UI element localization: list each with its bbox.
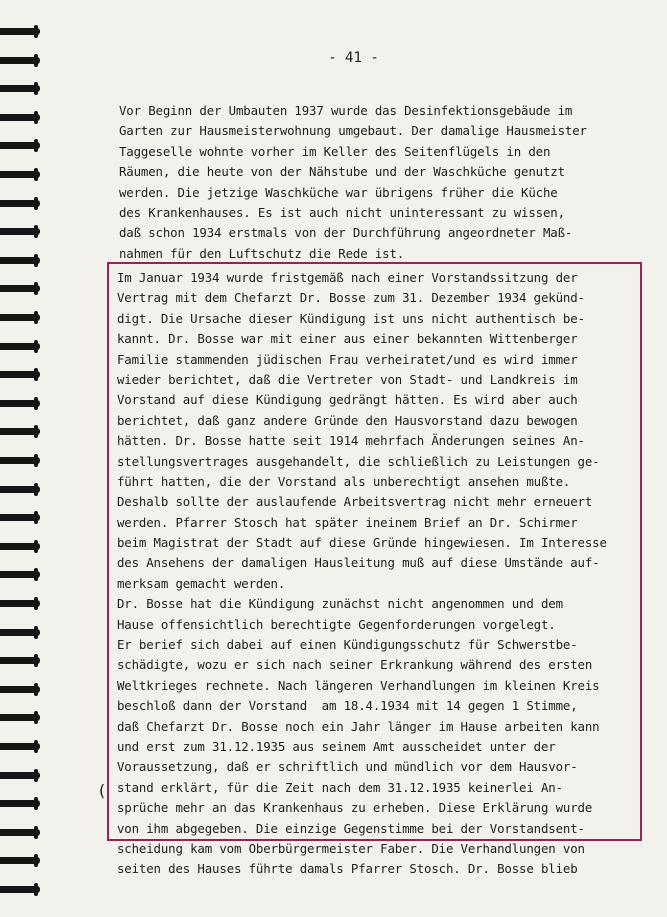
- text-line: Voraussetzung, daß er schriftlich und mündlich vor dem Hausvor-: [117, 759, 578, 775]
- text-line: kannt. Dr. Bosse war mit einer aus einer bekannten Wittenberger: [117, 331, 578, 347]
- binding-ring: [0, 714, 40, 721]
- page-number: - 41 -: [328, 50, 379, 66]
- text-line: beschloß dann der Vorstand am 18.4.1934 mit 14 gegen 1 Stimme,: [117, 698, 578, 714]
- text-line: Vor Beginn der Umbauten 1937 wurde das Desinfektionsgebäude im: [119, 103, 573, 118]
- text-line: Hause offensichtlich berechtigte Gegenforderungen vorgelegt.: [117, 616, 556, 632]
- text-line: stand erklärt, für die Zeit nach dem 31.12.1935 keinerlei An-: [117, 779, 563, 795]
- binding-ring: [0, 571, 40, 578]
- binding-ring: [0, 857, 40, 864]
- text-line: Vorstand auf diese Kündigung gedrängt hätten. Es wird aber auch: [117, 392, 578, 408]
- binding-ring: [0, 457, 40, 464]
- binding-ring: [0, 657, 40, 664]
- binding-ring: [0, 314, 40, 321]
- spiral-binding: [0, 0, 42, 917]
- text-line: digt. Die Ursache dieser Kündigung ist uns nicht authentisch be-: [117, 310, 585, 326]
- binding-ring: [0, 886, 40, 893]
- text-line: Im Januar 1934 wurde fristgemäß nach einer Vorstandssitzung der: [117, 270, 578, 285]
- text-line: führt hatten, die der Vorstand als unberechtigt ansehen mußte.: [117, 473, 571, 489]
- binding-ring: [0, 743, 40, 750]
- text-line: Garten zur Hausmeisterwohnung umgebaut. Der damalige Hausmeister: [119, 123, 587, 139]
- binding-ring: [0, 142, 40, 149]
- boxed-paragraph: [117, 268, 637, 880]
- text-line: des Krankenhauses. Es ist auch nicht uninteressant zu wissen,: [119, 204, 565, 220]
- text-line: schädigte, wozu er sich nach seiner Erkrankung während des ersten: [117, 657, 593, 673]
- text-line: Familie stammenden jüdischen Frau verheiratet/und es wird immer: [117, 351, 578, 367]
- binding-ring: [0, 829, 40, 836]
- text-line: stellungsvertrages ausgehandelt, die schließlich zu Leistungen ge-: [117, 453, 600, 469]
- text-line: werden. Pfarrer Stosch hat später ineinem Brief an Dr. Schirmer: [117, 514, 578, 530]
- binding-ring: [0, 28, 40, 35]
- binding-ring: [0, 171, 40, 178]
- binding-ring: [0, 200, 40, 207]
- text-line: Dr. Bosse hat die Kündigung zunächst nicht angenommen und dem: [117, 596, 563, 612]
- binding-ring: [0, 772, 40, 779]
- binding-ring: [0, 114, 40, 121]
- text-line: berichtet, daß ganz andere Gründe den Hausvorstand dazu bewogen: [117, 412, 578, 428]
- text-line: wieder berichtet, daß die Vertreter von Stadt- und Landkreis im: [117, 371, 578, 387]
- text-line: beim Magistrat der Stadt auf diese Gründe hingewiesen. Im Interesse: [117, 535, 607, 551]
- text-line: sprüche mehr an das Krankenhaus zu erheben. Diese Erklärung wurde: [117, 800, 593, 816]
- text-line: Räumen, die heute von der Nähstube und der Waschküche genutzt: [119, 164, 565, 180]
- binding-ring: [0, 800, 40, 807]
- text-line: werden. Die jetzige Waschküche war übrigens früher die Küche: [119, 184, 558, 200]
- binding-ring: [0, 686, 40, 693]
- binding-ring: [0, 514, 40, 521]
- binding-ring: [0, 85, 40, 92]
- text-line: Vertrag mit dem Chefarzt Dr. Bosse zum 31. Dezember 1934 gekünd-: [117, 290, 585, 306]
- intro-paragraph: [119, 101, 639, 264]
- text-line: von ihm abgegeben. Die einzige Gegenstimme bei der Vorstandsent-: [117, 820, 585, 836]
- binding-ring: [0, 543, 40, 550]
- text-line: seiten des Hauses führte damals Pfarrer Stosch. Dr. Bosse blieb: [117, 861, 578, 877]
- binding-ring: [0, 257, 40, 264]
- text-line: Deshalb sollte der auslaufende Arbeitsvertrag nicht mehr erneuert: [117, 494, 593, 510]
- text-line: Weltkrieges rechnete. Nach längeren Verhandlungen im kleinen Kreis: [117, 677, 600, 693]
- binding-ring: [0, 600, 40, 607]
- text-line: hätten. Dr. Bosse hatte seit 1914 mehrfach Änderungen seines An-: [117, 433, 585, 449]
- binding-ring: [0, 428, 40, 435]
- text-line: und erst zum 31.12.1935 aus seinem Amt ausscheidet unter der: [117, 738, 556, 754]
- text-line: Er berief sich dabei auf einen Kündigungsschutz für Schwerstbe-: [117, 637, 578, 653]
- binding-ring: [0, 400, 40, 407]
- binding-ring: [0, 371, 40, 378]
- binding-ring: [0, 228, 40, 235]
- binding-ring: [0, 343, 40, 350]
- binding-ring: [0, 486, 40, 493]
- text-line: merksam gemacht werden.: [117, 575, 286, 591]
- text-line: nahmen für den Luftschutz die Rede ist.: [119, 245, 405, 261]
- text-line: daß Chefarzt Dr. Bosse noch ein Jahr länger im Hause arbeiten kann: [117, 718, 600, 734]
- text-line: daß schon 1934 erstmals von der Durchführung angeordneter Maß-: [119, 225, 573, 241]
- margin-bracket-mark: (: [97, 781, 107, 800]
- binding-ring: [0, 285, 40, 292]
- text-line: des Ansehens der damaligen Hausleitung muß auf diese Umstände auf-: [117, 555, 600, 571]
- text-line: Taggeselle wohnte vorher im Keller des Seitenflügels in den: [119, 143, 551, 159]
- text-line: scheidung kam vom Oberbürgermeister Faber. Die Verhandlungen von: [117, 840, 585, 856]
- binding-ring: [0, 629, 40, 636]
